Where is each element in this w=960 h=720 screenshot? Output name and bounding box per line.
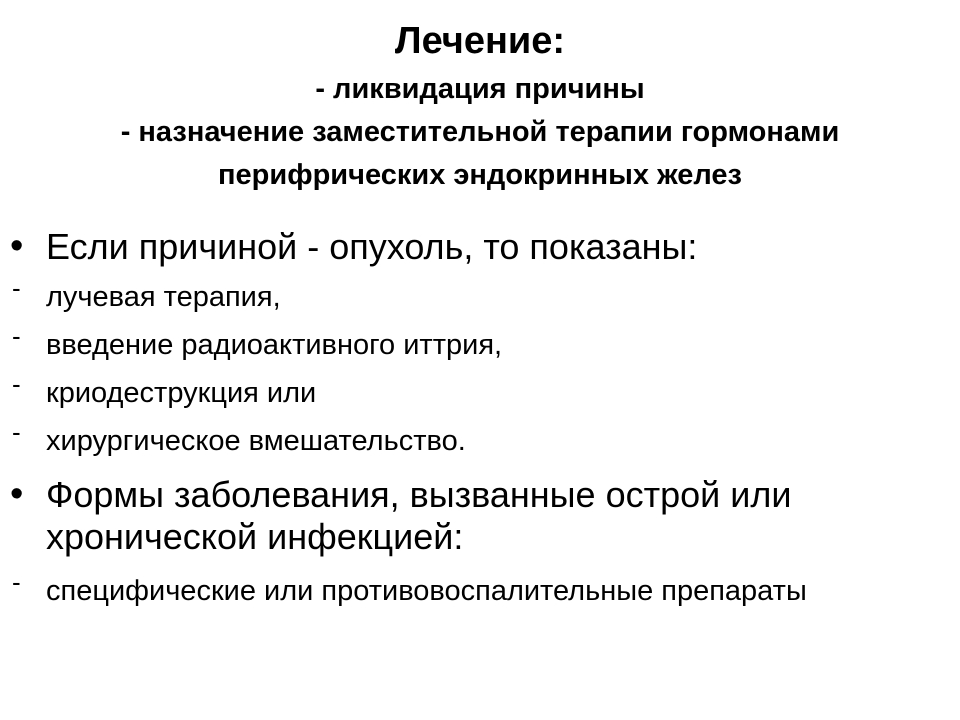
list-item bbox=[10, 417, 940, 460]
list-item-text: Если причиной - опухоль, то показаны: bbox=[46, 226, 698, 267]
list-item-text: Формы заболевания, вызванные острой или хронической инфекцией: bbox=[46, 474, 792, 557]
list-item-text: введение радиоактивного иттрия, bbox=[46, 329, 503, 361]
title-line-3: перифрических эндокринных желез bbox=[218, 159, 742, 191]
dash-marker: - bbox=[12, 567, 21, 597]
list-item bbox=[10, 321, 940, 364]
bullet-marker: • bbox=[10, 225, 24, 267]
list-item bbox=[10, 369, 940, 412]
dash-marker: - bbox=[12, 321, 21, 351]
bullet-marker: • bbox=[10, 473, 24, 515]
list-item-text: хирургическое вмешательство. bbox=[46, 425, 466, 457]
dash-marker: - bbox=[12, 273, 21, 303]
title-line-2: - назначение заместительной терапии гормонами bbox=[120, 116, 840, 148]
list-item-text: криодеструкция или bbox=[46, 377, 317, 409]
slide-content bbox=[10, 226, 940, 610]
slide-title bbox=[0, 14, 960, 197]
list-item bbox=[10, 226, 940, 268]
dash-marker: - bbox=[12, 369, 21, 399]
title-line-1: - ликвидация причины bbox=[315, 73, 645, 105]
title-main: Лечение: bbox=[394, 20, 566, 62]
list-item-text: специфические или противовоспалительные препараты bbox=[46, 575, 807, 607]
list-item-text: лучевая терапия, bbox=[46, 281, 281, 313]
list-item bbox=[10, 474, 940, 558]
dash-marker: - bbox=[12, 417, 21, 447]
list-item bbox=[10, 273, 940, 316]
list-item bbox=[10, 567, 940, 610]
